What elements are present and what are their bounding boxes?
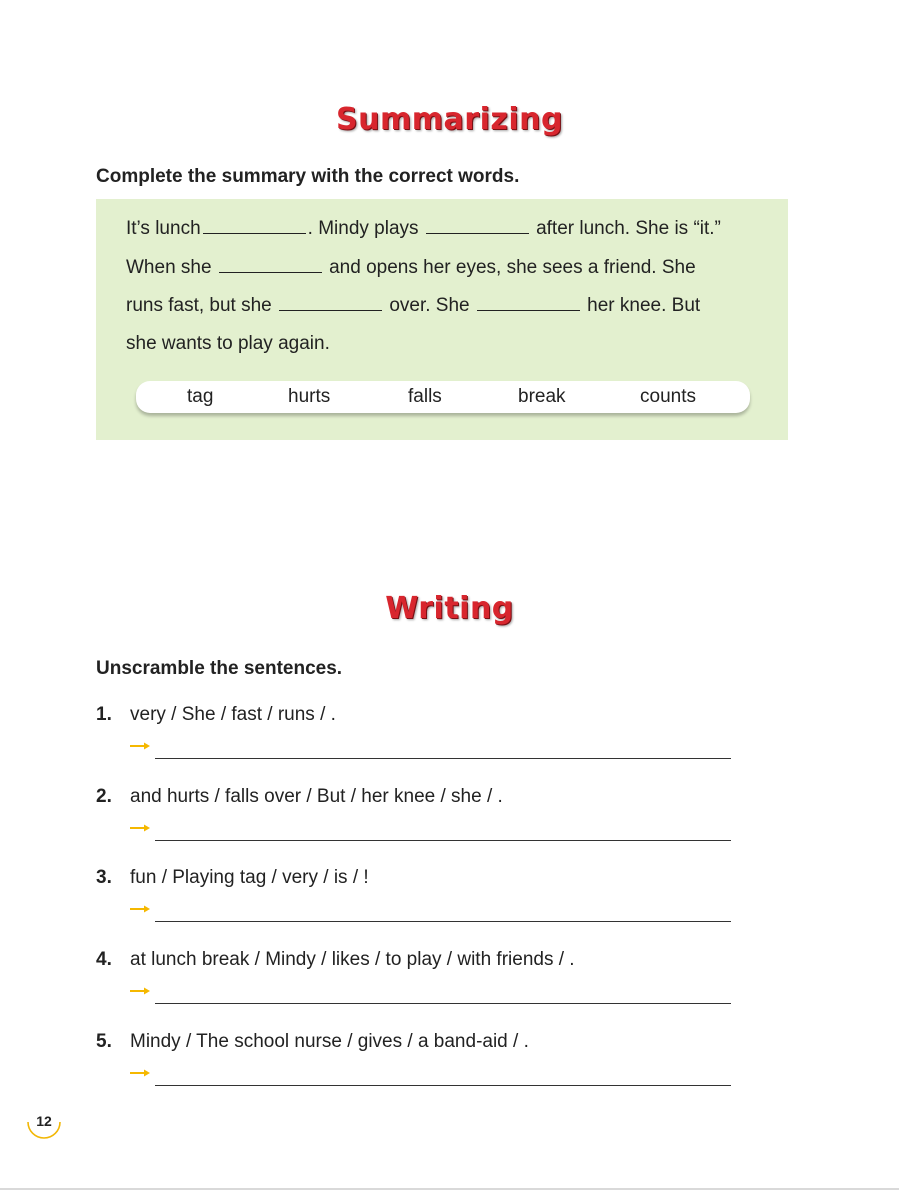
word-bank-item: tag [187, 386, 214, 407]
question-number: 5. [96, 1031, 112, 1052]
word-bank-item: hurts [288, 386, 331, 407]
answer-line[interactable] [155, 1085, 731, 1086]
writing-instruction: Unscramble the sentences. [96, 658, 343, 679]
answer-blank[interactable] [219, 258, 322, 273]
answer-blank[interactable] [203, 219, 306, 234]
answer-line[interactable] [155, 921, 731, 922]
arrow-icon [130, 1068, 150, 1078]
answer-line[interactable] [155, 1003, 731, 1004]
summary-line-4: she wants to play again. [126, 333, 330, 354]
answer-blank[interactable] [279, 296, 382, 311]
answer-line[interactable] [155, 840, 731, 841]
question-text: fun / Playing tag / very / is / ! [130, 867, 369, 888]
summary-line-1: It’s lunch . Mindy plays after lunch. She is “it.” [126, 218, 721, 239]
summarizing-instruction: Complete the summary with the correct words. [96, 166, 520, 187]
answer-blank[interactable] [477, 296, 580, 311]
summary-box [96, 199, 788, 440]
summary-line-3: runs fast, but she over. She her knee. But [126, 295, 701, 316]
summary-line-2: When she and opens her eyes, she sees a friend. She [126, 257, 696, 278]
page-number: 12 [36, 1113, 52, 1129]
question-number: 2. [96, 786, 112, 807]
question-number: 1. [96, 704, 112, 725]
question-text: Mindy / The school nurse / gives / a band-aid / . [130, 1031, 529, 1052]
word-bank-item: break [518, 386, 566, 407]
arrow-icon [130, 986, 150, 996]
arrow-icon [130, 741, 150, 751]
word-bank-item: falls [408, 386, 442, 407]
question-number: 3. [96, 867, 112, 888]
answer-blank[interactable] [426, 219, 529, 234]
question-text: at lunch break / Mindy / likes / to play / with friends / . [130, 949, 575, 970]
answer-line[interactable] [155, 758, 731, 759]
word-bank [136, 381, 750, 413]
summarizing-title: Summarizing [336, 102, 563, 137]
arrow-icon [130, 904, 150, 914]
word-bank-item: counts [640, 386, 696, 407]
arrow-icon [130, 823, 150, 833]
question-number: 4. [96, 949, 112, 970]
question-text: and hurts / falls over / But / her knee / she / . [130, 786, 503, 807]
question-text: very / She / fast / runs / . [130, 704, 336, 725]
writing-title: Writing [385, 591, 514, 626]
